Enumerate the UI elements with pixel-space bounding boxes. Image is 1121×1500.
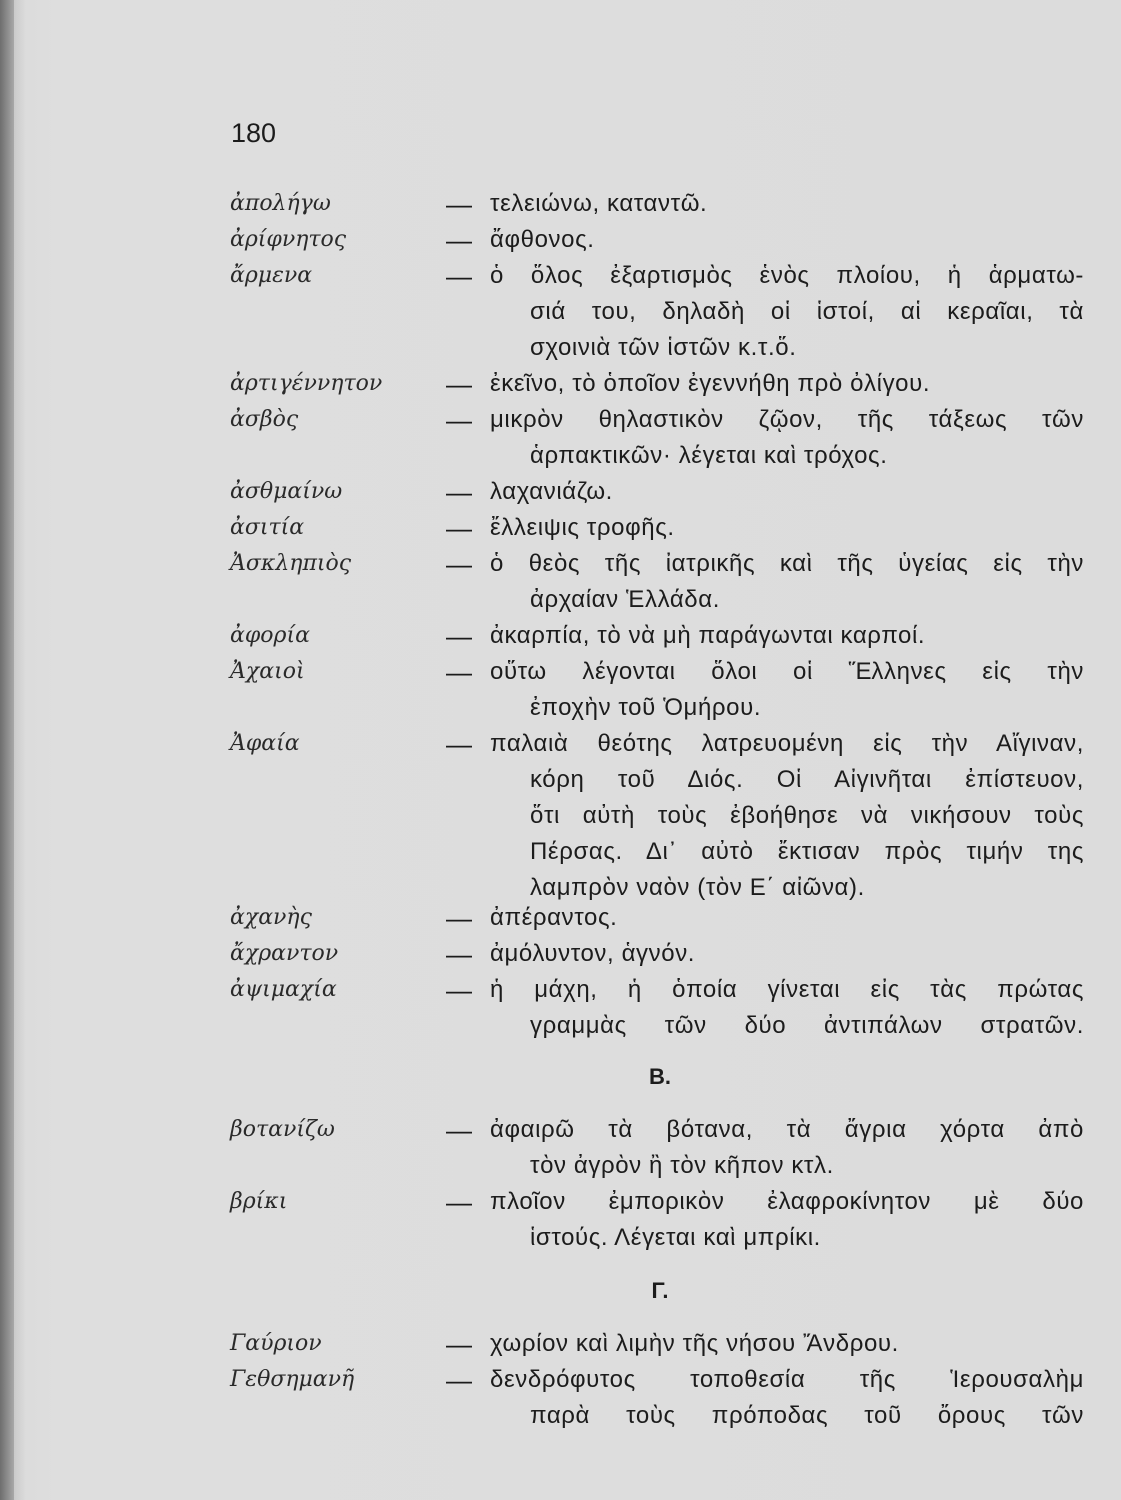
entry-term: ἀπολήγω <box>230 191 331 216</box>
definition-line: σιά του, δηλαδὴ οἱ ἱστοί, αἱ κεραῖαι, τὰ <box>530 298 1084 325</box>
entry-dash: — <box>446 189 472 219</box>
entry-term: ἀρίφνητος <box>230 227 347 252</box>
entry-dash: — <box>446 405 472 435</box>
section-heading: Γ. <box>651 1278 669 1303</box>
entry-term: ἀρτιγέννητον <box>230 371 383 396</box>
definition-line: ἀμόλυντον, ἁγνόν. <box>490 940 696 967</box>
entry-definition <box>490 972 1084 1044</box>
page-number: 180 <box>231 118 277 148</box>
entry-definition <box>490 402 1084 474</box>
entry-dash: — <box>446 261 472 291</box>
definition-line: δενδρόφυτος τοποθεσία τῆς Ἱερουσαλὴμ <box>490 1366 1084 1393</box>
entry-dash: — <box>446 657 472 687</box>
entry-definition <box>490 654 1084 726</box>
entry-dash: — <box>446 729 472 759</box>
entry-dash: — <box>446 225 472 255</box>
entry-dash: — <box>446 1187 472 1217</box>
definition-line: ἐποχὴν τοῦ Ὁμήρου. <box>530 694 762 721</box>
entry-definition <box>490 366 1084 402</box>
definition-line: ἀπέραντος. <box>490 904 618 931</box>
definition-line: ἀφαιρῶ τὰ βότανα, τὰ ἄγρια χόρτα ἀπὸ <box>490 1116 1084 1143</box>
definition-line: τελειώνω, καταντῶ. <box>490 190 708 217</box>
entry-dash: — <box>446 477 472 507</box>
entry-definition <box>490 1184 1084 1256</box>
entry-term: Ἀσκληπιὸς <box>230 551 352 576</box>
definition-line: μικρὸν θηλαστικὸν ζῷον, τῆς τάξεως τῶν <box>490 406 1084 433</box>
entry-dash: — <box>446 1329 472 1359</box>
entry-definition <box>490 474 1084 510</box>
definition-line: λαχανιάζω. <box>490 478 613 505</box>
entry-definition <box>490 936 1084 972</box>
entry-dash: — <box>446 939 472 969</box>
entry-dash: — <box>446 369 472 399</box>
entry-definition <box>490 186 1084 222</box>
definition-line: λαμπρὸν ναὸν (τὸν Ε΄ αἰῶνα). <box>530 874 865 901</box>
definition-line: ἄφθονος. <box>490 226 595 253</box>
entry-dash: — <box>446 1365 472 1395</box>
entry-dash: — <box>446 513 472 543</box>
definition-line: ἔλλειψις τροφῆς. <box>490 514 675 541</box>
entry-definition <box>490 1362 1084 1434</box>
entry-term: ἀσιτία <box>230 515 305 540</box>
entry-term: ἀχανὴς <box>230 905 312 930</box>
definition-line: οὕτω λέγονται ὅλοι οἱ Ἕλληνες εἰς τὴν <box>490 658 1084 685</box>
entry-definition <box>490 726 1084 906</box>
entry-definition <box>490 258 1084 366</box>
entry-definition <box>490 222 1084 258</box>
definition-line: ὁ ὅλος ἐξαρτισμὸς ἑνὸς πλοίου, ἡ ἁρματω- <box>490 262 1084 289</box>
entry-dash: — <box>446 975 472 1005</box>
entry-definition <box>490 1112 1084 1184</box>
definition-line: ἀκαρπία, τὸ νὰ μὴ παράγωνται καρποί. <box>490 622 926 649</box>
definition-line: ἱστούς. Λέγεται καὶ μπρίκι. <box>530 1224 821 1251</box>
definition-line: παρὰ τοὺς πρόποδας τοῦ ὄρους τῶν <box>530 1402 1084 1429</box>
entry-definition <box>490 618 1084 654</box>
definition-line: σχοινιὰ τῶν ἱστῶν κ.τ.ὅ. <box>530 334 797 361</box>
definition-line: ἁρπακτικῶν· λέγεται καὶ τρόχος. <box>530 442 888 469</box>
entry-term: ἀφορία <box>230 623 310 648</box>
entry-term: ἀσβὸς <box>230 407 299 432</box>
entry-definition <box>490 900 1084 936</box>
definition-line: Πέρσας. Δι᾽ αὐτὸ ἔκτισαν πρὸς τιμήν της <box>530 838 1084 865</box>
definition-line: τὸν ἀγρὸν ἢ τὸν κῆπον κτλ. <box>530 1152 834 1179</box>
definition-line: πλοῖον ἐμπορικὸν ἐλαφροκίνητον μὲ δύο <box>490 1188 1084 1215</box>
section-heading: Β. <box>649 1064 671 1089</box>
entry-term: Γαύριον <box>230 1331 322 1356</box>
entry-definition <box>490 546 1084 618</box>
entry-definition <box>490 510 1084 546</box>
entry-term: ἄχραντον <box>230 941 339 966</box>
definition-line: ὅτι αὐτὴ τοὺς ἐβοήθησε νὰ νικήσουν τοὺς <box>530 802 1084 829</box>
entry-term: βοτανίζω <box>230 1117 335 1142</box>
definition-line: ἀρχαίαν Ἑλλάδα. <box>530 586 720 613</box>
definition-line: ὁ θεὸς τῆς ἰατρικῆς καὶ τῆς ὑγείας εἰς τὴν <box>490 550 1084 577</box>
definition-line: ἐκεῖνο, τὸ ὁποῖον ἐγεννήθη πρὸ ὀλίγου. <box>490 370 931 397</box>
entry-term: βρίκι <box>230 1189 288 1214</box>
entry-term: ἄρμενα <box>230 263 313 288</box>
entry-term: ἀσθμαίνω <box>230 479 343 504</box>
entry-definition <box>490 1326 1084 1362</box>
entry-term: ἀψιμαχία <box>230 977 337 1002</box>
definition-line: χωρίον καὶ λιμὴν τῆς νήσου Ἄνδρου. <box>490 1330 899 1357</box>
entry-term: Ἀφαία <box>230 731 300 756</box>
entry-term: Γεθσημανῆ <box>230 1367 355 1392</box>
entry-term: Ἀχαιοὶ <box>230 659 305 684</box>
definition-line: ἡ μάχη, ἡ ὁποία γίνεται εἰς τὰς πρώτας <box>490 976 1084 1003</box>
definition-line: γραμμὰς τῶν δύο ἀντιπάλων στρατῶν. <box>530 1012 1084 1039</box>
entry-dash: — <box>446 621 472 651</box>
definition-line: παλαιὰ θεότης λατρευομένη εἰς τὴν Αἴγιναν, <box>490 730 1084 757</box>
entry-dash: — <box>446 549 472 579</box>
definition-line: κόρη τοῦ Διός. Οἱ Αἰγινῆται ἐπίστευον, <box>530 766 1084 793</box>
entry-dash: — <box>446 903 472 933</box>
entry-dash: — <box>446 1115 472 1145</box>
